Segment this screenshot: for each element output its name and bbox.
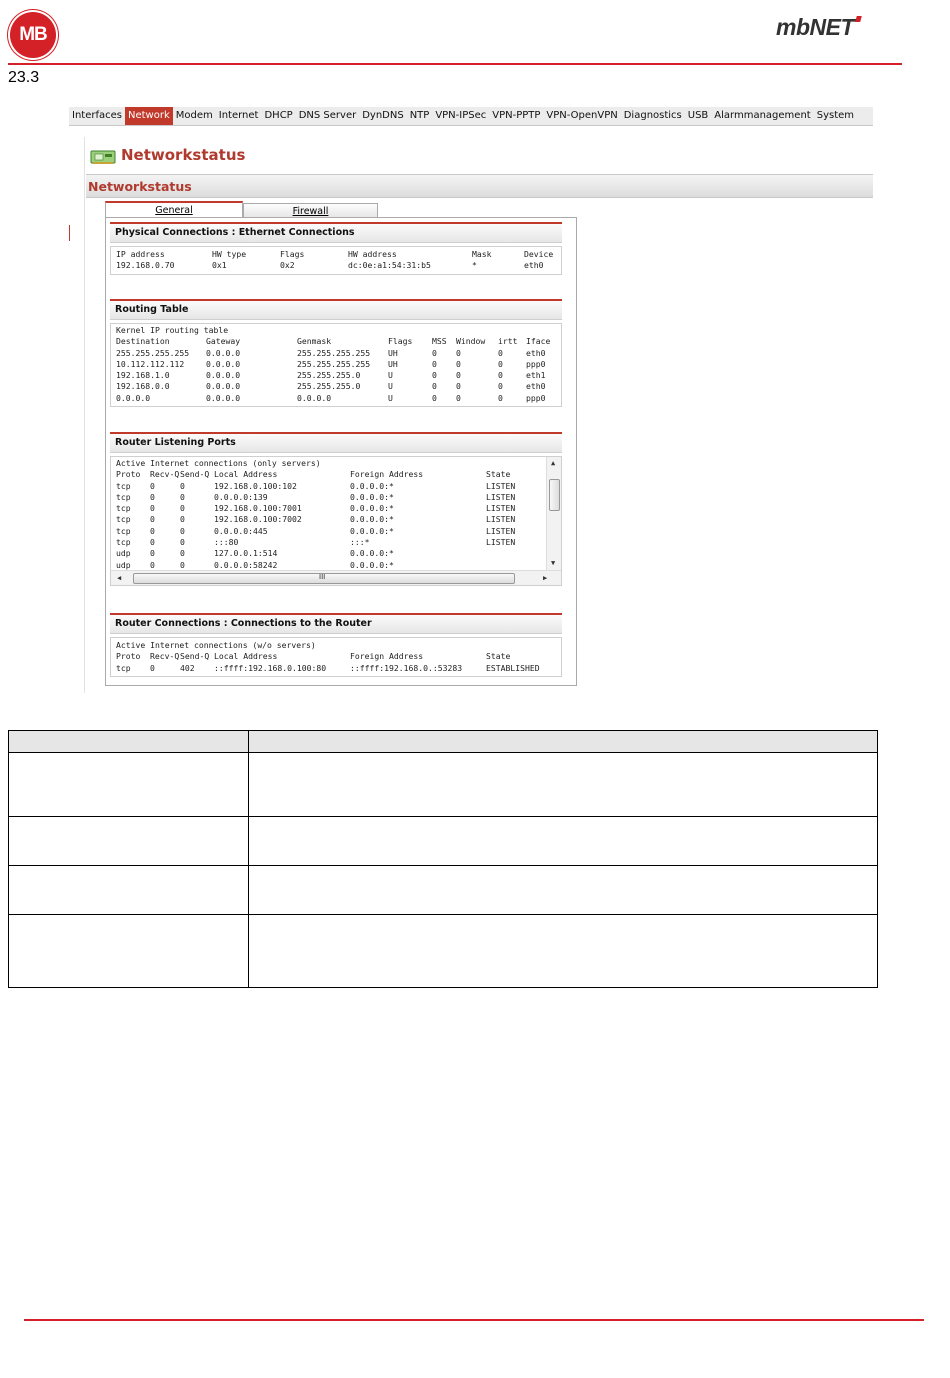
- routing-cell: 192.168.1.0: [116, 370, 170, 381]
- listening-cell: 0.0.0.0:*: [350, 559, 394, 570]
- physical-header-row: [111, 249, 561, 260]
- listening-cell: 0: [180, 559, 185, 570]
- listening-row: [111, 537, 561, 548]
- physical-connections-table: [110, 246, 562, 275]
- router-connections-box: [110, 613, 562, 677]
- listening-cell: tcp: [116, 480, 131, 491]
- routing-cell: 0: [432, 370, 437, 381]
- routing-cell: Destination: [116, 336, 170, 347]
- listening-cell: 0: [150, 537, 155, 548]
- connections-cell: State: [486, 651, 511, 662]
- logo-tick-mark: [855, 16, 862, 22]
- listening-cell: Foreign Address: [350, 469, 424, 480]
- section-number: 23.3: [8, 69, 40, 86]
- main-nav: [69, 107, 873, 126]
- nav-item-vpn-ipsec[interactable]: VPN-IPSec: [435, 110, 487, 121]
- routing-cell: 0: [456, 347, 461, 358]
- scroll-grip: III: [319, 573, 326, 581]
- connections-cell: Foreign Address: [350, 651, 424, 662]
- routing-cell: 0: [498, 381, 503, 392]
- page-title: Networkstatus: [121, 146, 246, 164]
- routing-header-row: [111, 336, 561, 347]
- network-card-icon: [90, 149, 116, 165]
- physical-cell: *: [472, 260, 477, 271]
- routing-cell: 0.0.0.0: [297, 392, 332, 403]
- listening-cell: :::*: [350, 537, 370, 548]
- routing-cell: 0: [498, 392, 503, 403]
- nav-item-system[interactable]: System: [816, 110, 855, 121]
- page-header: [86, 139, 873, 173]
- nav-item-ntp[interactable]: NTP: [409, 110, 430, 121]
- listening-caption: Active Internet connections (only servers): [116, 458, 321, 468]
- routing-cell: 0: [456, 381, 461, 392]
- listening-row: [111, 503, 561, 514]
- description-table-row: [9, 915, 877, 987]
- routing-cell: 192.168.0.0: [116, 381, 170, 392]
- routing-cell: 255.255.255.255: [116, 347, 190, 358]
- listening-cell: LISTEN: [486, 491, 516, 502]
- listening-cell: 0.0.0.0:139: [214, 491, 268, 502]
- routing-cell: eth0: [526, 381, 546, 392]
- listening-cell: :::80: [214, 537, 239, 548]
- brand-name: mbNET: [776, 14, 854, 40]
- routing-table-box: [110, 299, 562, 407]
- physical-cell: eth0: [524, 260, 544, 271]
- routing-cell: Gateway: [206, 336, 241, 347]
- description-table: [8, 730, 878, 988]
- routing-cell: Iface: [526, 336, 551, 347]
- listening-cell: 192.168.0.100:7001: [214, 503, 302, 514]
- description-table-header: [9, 731, 877, 753]
- listening-cell: State: [486, 469, 511, 480]
- web-ui-screenshot: [69, 107, 875, 693]
- physical-cell: Device: [524, 249, 554, 259]
- nav-item-dhcp[interactable]: DHCP: [264, 110, 293, 121]
- routing-cell: U: [388, 370, 393, 381]
- nav-item-diagnostics[interactable]: Diagnostics: [623, 110, 682, 121]
- routing-cell: irtt: [498, 336, 518, 347]
- routing-cell: 0.0.0.0: [206, 370, 241, 381]
- routing-cell: 0.0.0.0: [206, 392, 241, 403]
- listening-cell: 0: [150, 491, 155, 502]
- physical-cell: 0x2: [280, 260, 295, 271]
- scroll-left-arrow-icon[interactable]: ◀: [117, 574, 122, 582]
- routing-table: [110, 323, 562, 407]
- routing-cell: 0: [456, 392, 461, 403]
- routing-cell: UH: [388, 347, 398, 358]
- connections-cell: 0: [150, 662, 155, 673]
- mbnet-logo: [776, 14, 854, 41]
- physical-connections-box: [110, 222, 562, 275]
- routing-cell: 0: [432, 358, 437, 369]
- listening-cell: 0: [180, 491, 185, 502]
- listening-cell: tcp: [116, 503, 131, 514]
- scroll-right-arrow-icon[interactable]: ▶: [543, 574, 548, 582]
- routing-table-title: Routing Table: [110, 299, 562, 320]
- listening-cell: tcp: [116, 537, 131, 548]
- router-connections-title: Router Connections : Connections to the Router: [110, 613, 562, 634]
- connections-cell: Send-Q: [180, 651, 210, 662]
- listening-ports-box: [110, 432, 562, 586]
- listening-row: [111, 548, 561, 559]
- listening-cell: 0: [180, 480, 185, 491]
- listening-cell: 0: [150, 503, 155, 514]
- listening-cell: udp: [116, 559, 131, 570]
- connections-row: [111, 663, 561, 674]
- routing-cell: 0.0.0.0: [206, 347, 241, 358]
- nav-item-vpn-openvpn[interactable]: VPN-OpenVPN: [546, 110, 618, 121]
- routing-cell: 0: [432, 347, 437, 358]
- nav-item-internet[interactable]: Internet: [218, 110, 259, 121]
- scroll-up-arrow-icon[interactable]: ▲: [551, 459, 556, 467]
- physical-cell: 0x1: [212, 260, 227, 271]
- listening-ports-table: [111, 457, 561, 571]
- red-marker: [69, 225, 70, 241]
- routing-cell: Genmask: [297, 336, 332, 347]
- routing-cell: 0.0.0.0: [206, 358, 241, 369]
- listening-cell: 0: [150, 514, 155, 525]
- listening-cell: 0.0.0.0:*: [350, 480, 394, 491]
- listening-cell: 0.0.0.0:*: [350, 491, 394, 502]
- listening-cell: Recv-Q: [150, 469, 180, 480]
- listening-cell: 127.0.0.1:514: [214, 548, 278, 559]
- routing-cell: Flags: [388, 336, 413, 347]
- routing-caption: Kernel IP routing table: [116, 325, 229, 335]
- listening-cell: LISTEN: [486, 503, 516, 514]
- mb-logo: MB: [10, 12, 56, 58]
- horizontal-scroll-thumb[interactable]: [133, 573, 515, 584]
- listening-cell: 0: [180, 548, 185, 559]
- horizontal-scrollbar[interactable]: [111, 570, 561, 585]
- nav-item-modem[interactable]: Modem: [175, 110, 213, 121]
- listening-ports-scrollbox[interactable]: [110, 456, 562, 586]
- routing-cell: 0.0.0.0: [206, 381, 241, 392]
- listening-cell: LISTEN: [486, 537, 516, 548]
- description-table-column-divider: [248, 731, 249, 987]
- connections-cell: tcp: [116, 662, 131, 673]
- routing-cell: eth1: [526, 370, 546, 381]
- routing-cell: 255.255.255.255: [297, 358, 371, 369]
- routing-cell: 0.0.0.0: [116, 392, 151, 403]
- listening-cell: LISTEN: [486, 514, 516, 525]
- routing-cell: 255.255.255.0: [297, 381, 361, 392]
- routing-cell: 0: [432, 381, 437, 392]
- physical-cell: Flags: [280, 249, 305, 259]
- routing-cell: 255.255.255.0: [297, 370, 361, 381]
- nav-item-usb[interactable]: USB: [687, 110, 709, 121]
- physical-cell: dc:0e:a1:54:31:b5: [348, 260, 431, 271]
- listening-cell: 0: [180, 537, 185, 548]
- nav-item-dns-server[interactable]: DNS Server: [298, 110, 357, 121]
- connections-cell: 402: [180, 662, 195, 673]
- routing-cell: Window: [456, 336, 486, 347]
- physical-cell: Mask: [472, 249, 492, 259]
- nav-item-network[interactable]: Network: [125, 107, 173, 125]
- description-table-row: [9, 866, 877, 915]
- listening-header-row: [111, 469, 561, 480]
- physical-cell: HW address: [348, 249, 397, 259]
- listening-cell: 0: [180, 503, 185, 514]
- routing-cell: UH: [388, 358, 398, 369]
- routing-cell: ppp0: [526, 392, 546, 403]
- general-tab-panel: [105, 217, 577, 686]
- routing-cell: 255.255.255.255: [297, 347, 371, 358]
- nav-item-alarmmanagement[interactable]: Alarmmanagement: [714, 110, 811, 121]
- listening-row: [111, 526, 561, 537]
- routing-cell: U: [388, 392, 393, 403]
- vertical-scroll-thumb[interactable]: [549, 479, 560, 511]
- listening-cell: tcp: [116, 514, 131, 525]
- listening-cell: 0: [150, 525, 155, 536]
- listening-cell: LISTEN: [486, 525, 516, 536]
- nav-item-dyndns[interactable]: DynDNS: [362, 110, 404, 121]
- connections-cell: Recv-Q: [150, 651, 180, 662]
- tab-general[interactable]: General: [105, 201, 243, 219]
- physical-cell: 192.168.0.70: [116, 260, 175, 271]
- connections-cell: Local Address: [214, 651, 278, 662]
- connections-cell: Proto: [116, 651, 141, 662]
- routing-cell: 0: [498, 370, 503, 381]
- listening-cell: Send-Q: [180, 469, 210, 480]
- tab-firewall[interactable]: Firewall: [243, 203, 378, 220]
- content-left-border: [84, 137, 85, 693]
- listening-cell: 0: [180, 525, 185, 536]
- listening-cell: LISTEN: [486, 480, 516, 491]
- routing-row: [111, 370, 561, 381]
- connections-caption: Active Internet connections (w/o servers): [116, 640, 316, 650]
- footer-divider: [24, 1319, 924, 1321]
- listening-cell: 0.0.0.0:*: [350, 514, 394, 525]
- connections-cell: ::ffff:192.168.0.100:80: [214, 662, 327, 673]
- routing-row: [111, 348, 561, 359]
- nav-item-vpn-pptp[interactable]: VPN-PPTP: [492, 110, 541, 121]
- section-title: Networkstatus: [88, 179, 192, 194]
- routing-cell: U: [388, 381, 393, 392]
- routing-cell: MSS: [432, 336, 447, 347]
- listening-row: [111, 481, 561, 492]
- physical-cell: HW type: [212, 249, 247, 259]
- vertical-scrollbar[interactable]: [546, 457, 561, 571]
- listening-cell: tcp: [116, 525, 131, 536]
- connections-header-row: [111, 651, 561, 662]
- listening-cell: 0: [180, 514, 185, 525]
- routing-cell: 0: [498, 347, 503, 358]
- listening-cell: 192.168.0.100:102: [214, 480, 297, 491]
- routing-cell: ppp0: [526, 358, 546, 369]
- description-table-row: [9, 817, 877, 866]
- listening-cell: 192.168.0.100:7002: [214, 514, 302, 525]
- routing-cell: 0: [432, 392, 437, 403]
- routing-row: [111, 381, 561, 392]
- routing-row: [111, 359, 561, 370]
- listening-cell: 0.0.0.0:*: [350, 525, 394, 536]
- listening-cell: 0: [150, 559, 155, 570]
- router-connections-table: [110, 637, 562, 677]
- listening-cell: 0.0.0.0:445: [214, 525, 268, 536]
- listening-cell: Local Address: [214, 469, 278, 480]
- routing-cell: 0: [498, 358, 503, 369]
- listening-cell: 0: [150, 480, 155, 491]
- nav-item-interfaces[interactable]: Interfaces: [72, 110, 122, 121]
- listening-cell: tcp: [116, 491, 131, 502]
- routing-cell: 0: [456, 370, 461, 381]
- listening-cell: 0.0.0.0:*: [350, 503, 394, 514]
- listening-cell: Proto: [116, 469, 141, 480]
- header-divider: [8, 63, 902, 65]
- listening-row: [111, 492, 561, 503]
- connections-cell: ESTABLISHED: [486, 662, 540, 673]
- physical-connections-title: Physical Connections : Ethernet Connections: [110, 222, 562, 243]
- routing-cell: 0: [456, 358, 461, 369]
- routing-row: [111, 393, 561, 404]
- listening-ports-title: Router Listening Ports: [110, 432, 562, 453]
- scroll-down-arrow-icon[interactable]: ▼: [551, 559, 556, 567]
- physical-cell: IP address: [116, 249, 165, 259]
- listening-cell: 0.0.0.0:*: [350, 548, 394, 559]
- connections-cell: ::ffff:192.168.0.:53283: [350, 662, 463, 673]
- description-table-row: [9, 753, 877, 817]
- physical-row: [111, 260, 561, 271]
- routing-cell: 10.112.112.112: [116, 358, 185, 369]
- section-title-bar: [86, 174, 873, 198]
- routing-cell: eth0: [526, 347, 546, 358]
- listening-row: [111, 514, 561, 525]
- listening-cell: udp: [116, 548, 131, 559]
- listening-cell: 0.0.0.0:58242: [214, 559, 278, 570]
- listening-cell: 0: [150, 548, 155, 559]
